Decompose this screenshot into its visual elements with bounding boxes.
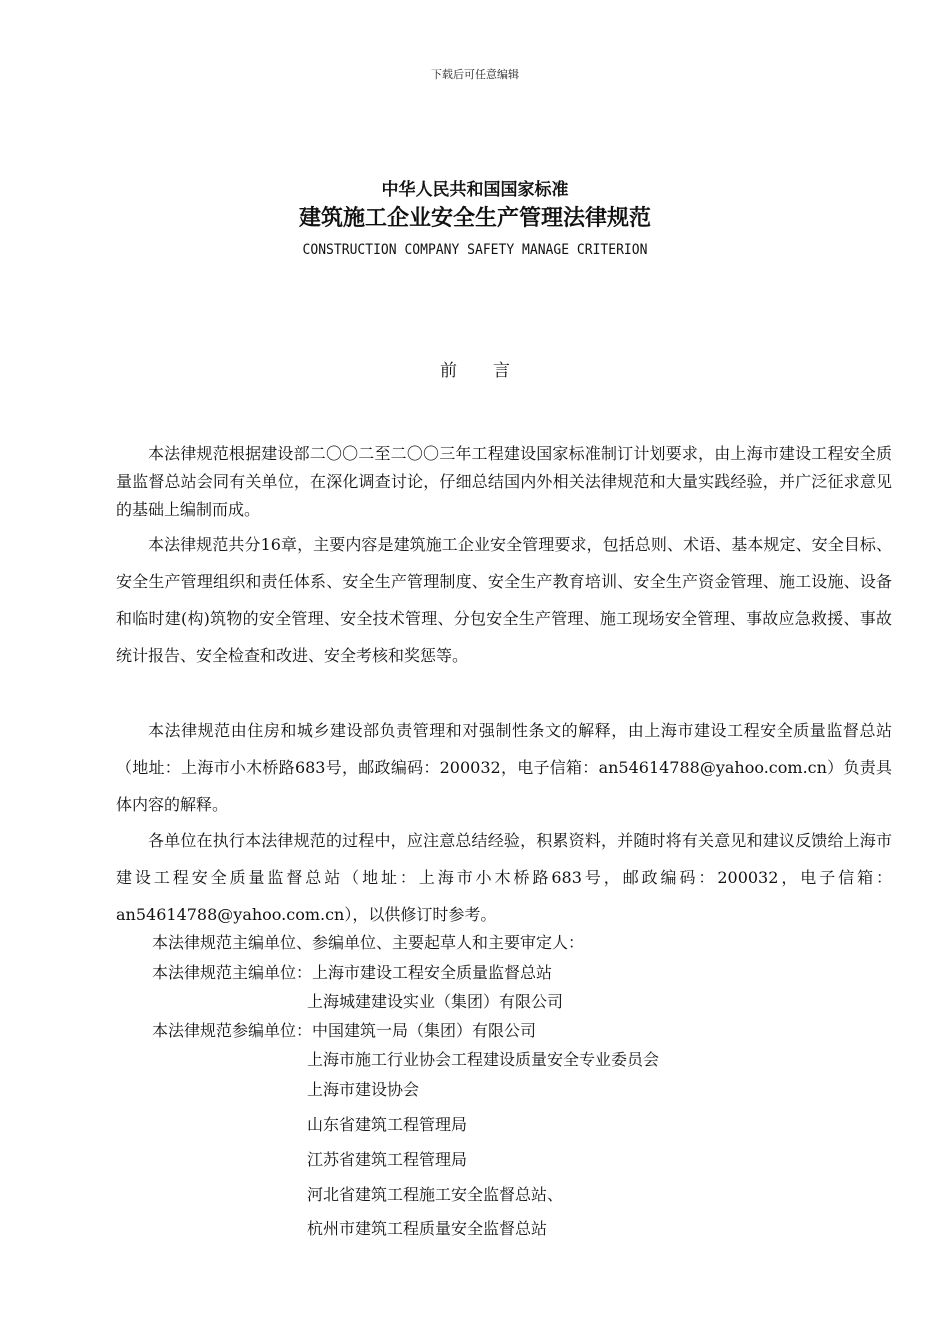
co-editor-unit: 山东省建筑工程管理局 — [307, 1115, 468, 1134]
english-title: CONSTRUCTION COMPANY SAFETY MANAGE CRITERION — [302, 242, 648, 258]
chief-editor-label: 本法律规范主编单位： — [152, 963, 313, 982]
co-editor-unit: 中国建筑一局（集团）有限公司 — [312, 1021, 537, 1040]
preface-heading: 前言 — [440, 361, 546, 381]
standard-name: 中华人民共和国国家标准 — [381, 180, 569, 200]
co-editor-unit: 杭州市建筑工程质量安全监督总站 — [307, 1219, 548, 1238]
chief-editor-unit: 上海城建建设实业（集团）有限公司 — [307, 992, 564, 1011]
co-editor-unit: 江苏省建筑工程管理局 — [307, 1150, 468, 1169]
preface-paragraph-2: 本法律规范共分16章，主要内容是建筑施工企业安全管理要求，包括总则、术语、基本规定、安全目标、安全生产管理组织和责任体系、安全生产管理制度、安全生产教育培训、安全生产资金管理、施工设施、设备和临时建(构)筑物的安全管理、安全技术管理、分包安全生产管理、施工现场安全管理、事故应急救援、事故统计报告、安全检查和改进、安全考核和奖惩等。 — [116, 535, 892, 665]
chief-editor-row — [152, 960, 552, 983]
co-editor-row — [152, 1018, 536, 1041]
co-editor-unit: 上海市施工行业协会工程建设质量安全专业委员会 — [307, 1050, 660, 1069]
preface-paragraph-3: 本法律规范由住房和城乡建设部负责管理和对强制性条文的解释，由上海市建设工程安全质量监督总站（地址：上海市小木桥路683号，邮政编码：200032，电子信箱：an54614788@yahoo.com.cn）负责具体内容的解释。 — [116, 721, 892, 814]
preface-paragraph-4: 各单位在执行本法律规范的过程中，应注意总结经验，积累资料，并随时将有关意见和建议反馈给上海市建设工程安全质量监督总站（地址：上海市小木桥路683号，邮政编码：200032，电子信箱：an54614788@yahoo.com.cn），以供修订时参考。 — [116, 831, 892, 924]
units-intro: 本法律规范主编单位、参编单位、主要起草人和主要审定人： — [152, 933, 585, 952]
preface-paragraph-1: 本法律规范根据建设部二〇〇二至二〇〇三年工程建设国家标准制订计划要求，由上海市建设工程安全质量监督总站会同有关单位，在深化调查讨论，仔细总结国内外相关法律规范和大量实践经验，并广泛征求意见的基础上编制而成。 — [116, 444, 892, 519]
chief-editor-unit: 上海市建设工程安全质量监督总站 — [312, 963, 553, 982]
main-title: 建筑施工企业安全生产管理法律规范 — [298, 206, 651, 231]
header-note: 下载后可任意编辑 — [431, 68, 519, 81]
co-editor-label: 本法律规范参编单位： — [152, 1021, 313, 1040]
co-editor-unit: 上海市建设协会 — [307, 1080, 420, 1099]
title-block — [0, 178, 950, 258]
co-editor-unit: 河北省建筑工程施工安全监督总站、 — [307, 1185, 564, 1204]
